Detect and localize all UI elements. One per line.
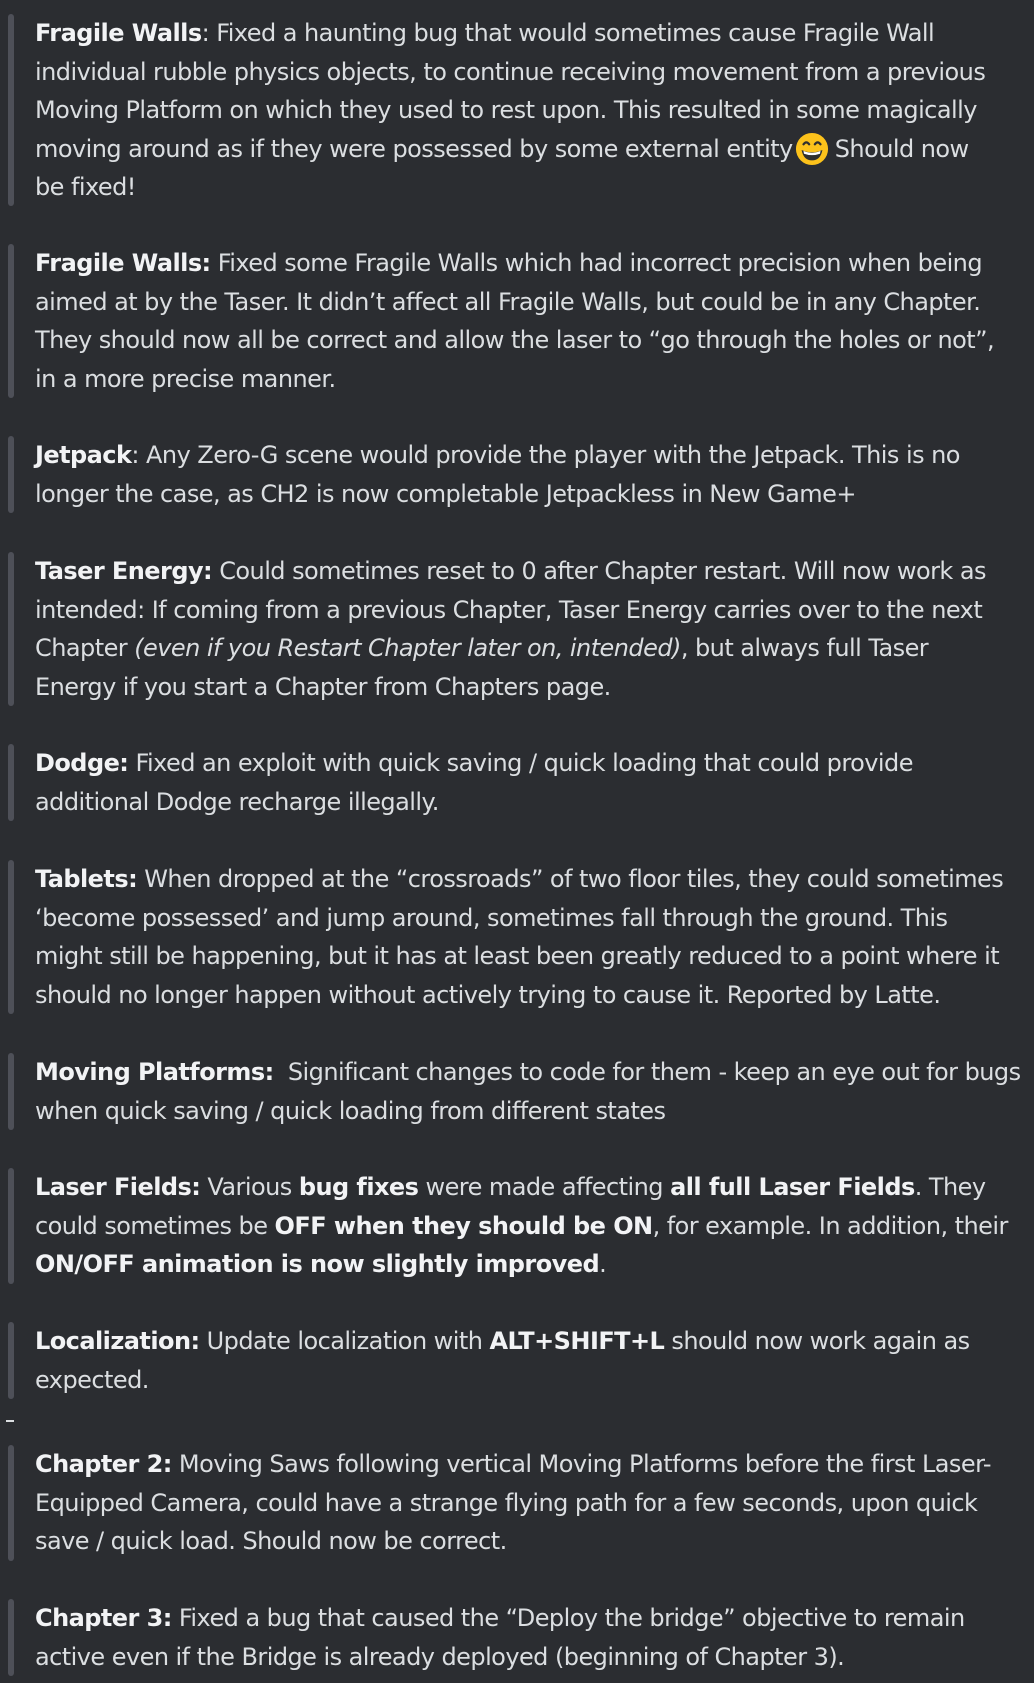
note-text: Laser Fields: Various bug fixes were made affecting all full Laser Fields. They could sometimes be OFF when they should be ON, for example. In addition, their ON/OFF animation is now slightly improved. [35, 1173, 1008, 1278]
note-text: Fragile Walls: Fixed a haunting bug that would sometimes cause Fragile Wall individual rubble physics objects, to continue receiving movement from a previous Moving Platform on which they used to rest upon. This resulted in some magically moving around as if they were possessed by some external entity Should now be fixed! [35, 19, 986, 201]
note-label: Chapter 3: [35, 1604, 172, 1632]
blockquote-bar [8, 1053, 14, 1130]
blockquote-bar [8, 552, 14, 706]
note-label: Fragile Walls: [35, 249, 211, 277]
blockquote-bar [8, 244, 14, 398]
note-label: Localization: [35, 1327, 200, 1355]
note-label: Jetpack [35, 441, 132, 469]
note-label: Moving Platforms: [35, 1058, 274, 1086]
note-taser-energy [0, 552, 1034, 706]
blockquote-bar [8, 14, 14, 206]
note-text: Tablets: When dropped at the “crossroads” of two floor tiles, they could sometimes ‘become possessed’ and jump around, sometimes fall through the ground. This might still be happening, but it has at least been greatly reduced to a point where it should no longer happen without actively trying to cause it. Reported by Latte. [35, 865, 1004, 1009]
note-chapter-3 [0, 1599, 1034, 1676]
blockquote-bar [8, 860, 14, 1014]
blockquote-bar [8, 744, 14, 821]
note-label: Laser Fields: [35, 1173, 201, 1201]
note-text: Localization: Update localization with ALT+SHIFT+L should now work again as expected. [35, 1327, 970, 1394]
note-label: Fragile Walls [35, 19, 202, 47]
note-tablets [0, 860, 1034, 1014]
note-text: Dodge: Fixed an exploit with quick saving / quick loading that could provide additional Dodge recharge illegally. [35, 749, 913, 816]
note-text: Chapter 2: Moving Saws following vertical Moving Platforms before the first Laser- Equipped Camera, could have a strange flying path for a few seconds, upon quick save / quick load. Should now be correct. [35, 1450, 991, 1555]
note-label: Taser Energy: [35, 557, 213, 585]
blockquote-bar [8, 1168, 14, 1284]
note-laser-fields [0, 1168, 1034, 1284]
note-fragile-walls-precision [0, 244, 1034, 398]
note-text: Jetpack: Any Zero-G scene would provide the player with the Jetpack. This is no longer the case, as CH2 is now completable Jetpackless in New Game+ [35, 441, 960, 508]
separator-dash [6, 1420, 14, 1422]
note-text: Chapter 3: Fixed a bug that caused the “Deploy the bridge” objective to remain active even if the Bridge is already deployed (beginning of Chapter 3). [35, 1604, 965, 1671]
note-label: Tablets: [35, 865, 138, 893]
note-label: Chapter 2: [35, 1450, 172, 1478]
note-dodge [0, 744, 1034, 821]
blockquote-bar [8, 1445, 14, 1561]
blockquote-bar [8, 1599, 14, 1676]
note-localization [0, 1322, 1034, 1399]
note-jetpack [0, 436, 1034, 513]
grinning-face-emoji-icon [795, 132, 829, 166]
note-text: Moving Platforms: Significant changes to code for them - keep an eye out for bugs when quick saving / quick loading from different states [35, 1058, 1021, 1125]
note-chapter-2 [0, 1445, 1034, 1561]
note-fragile-walls-rubble [0, 14, 1034, 206]
note-text: Fragile Walls: Fixed some Fragile Walls which had incorrect precision when being aimed at by the Taser. It didn’t affect all Fragile Walls, but could be in any Chapter. They should now all be correct and allow the laser to “go through the holes or not”, in a more precise manner. [35, 249, 995, 393]
blockquote-bar [8, 1322, 14, 1399]
note-label: Dodge: [35, 749, 129, 777]
blockquote-bar [8, 436, 14, 513]
note-moving-platforms [0, 1053, 1034, 1130]
note-text: Taser Energy: Could sometimes reset to 0 after Chapter restart. Will now work as intended: If coming from a previous Chapter, Taser Energy carries over to the next Chapter (even if you Restart Chapter later on, intended), but always full Taser Energy if you start a Chapter from Chapters page. [35, 557, 986, 701]
